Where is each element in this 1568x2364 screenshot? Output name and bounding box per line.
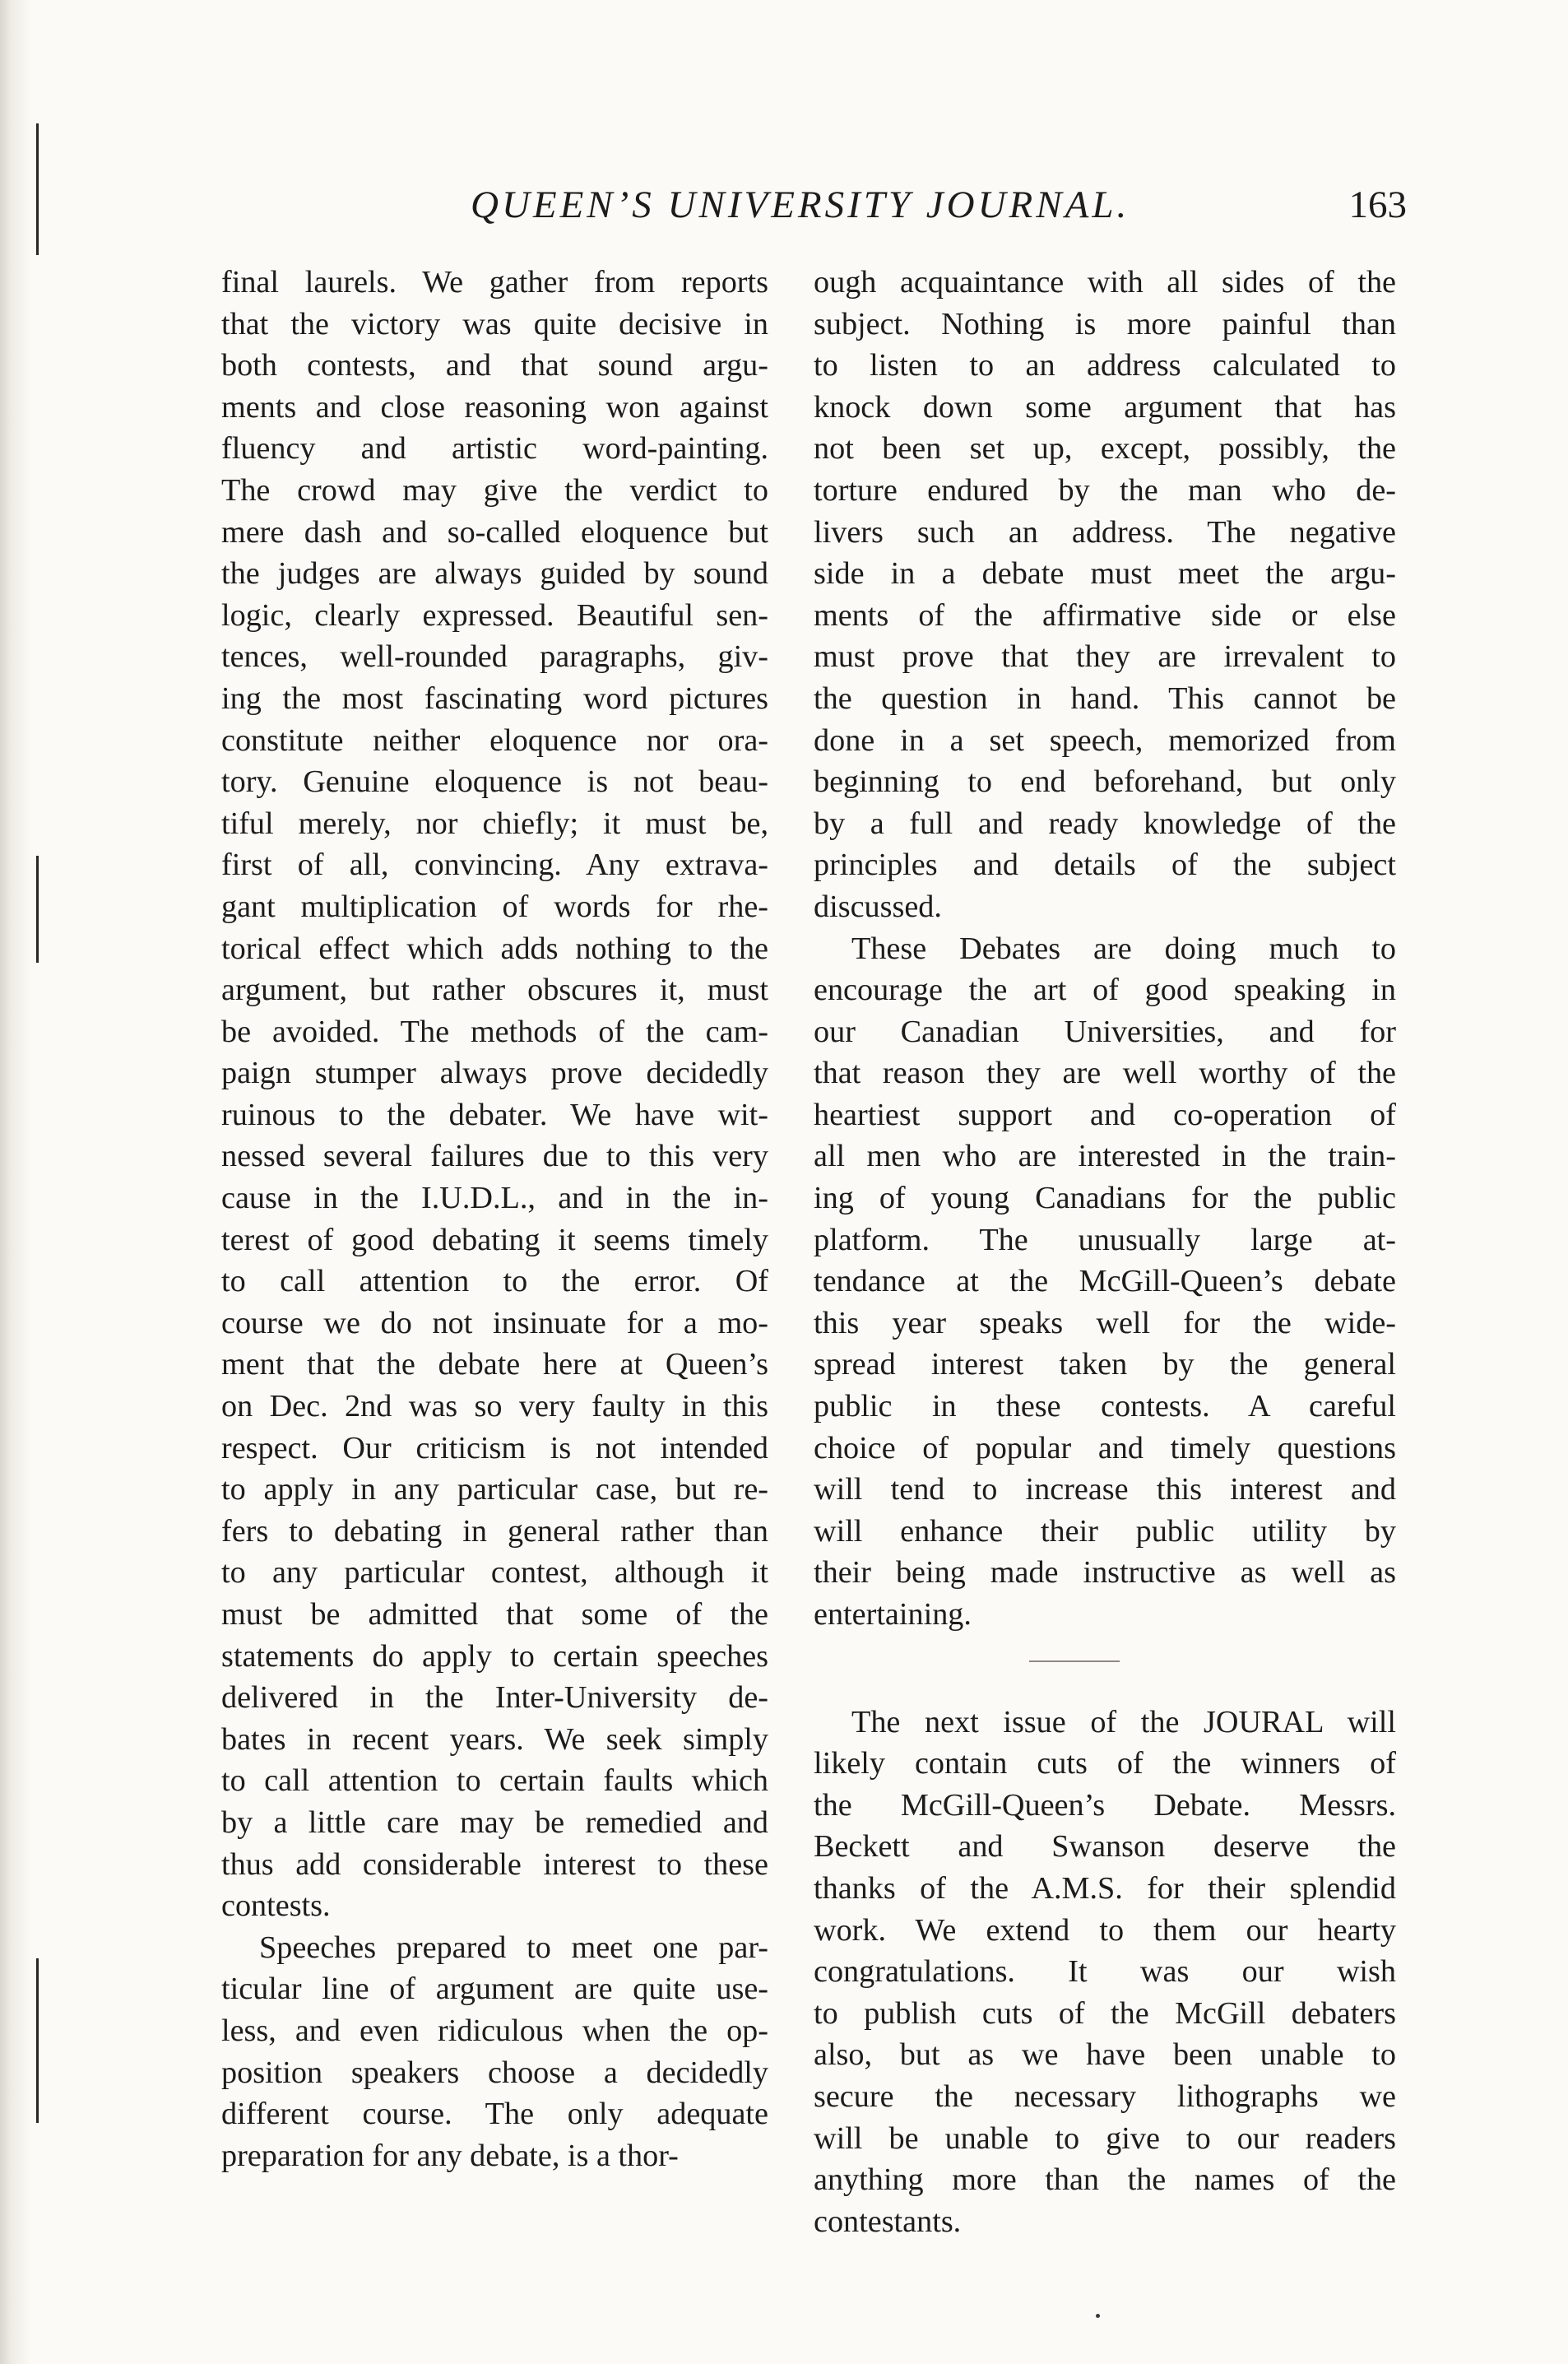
text-line: by a full and ready knowledge of the — [814, 806, 1396, 841]
text-line: to call attention to the error. Of — [221, 1264, 768, 1299]
scan-shadow-edge — [0, 0, 31, 2364]
text-line: done in a set speech, memorized from — [814, 722, 1396, 758]
text-line: must prove that they are irrevalent to — [814, 639, 1396, 675]
text-line: ments of the affirmative side or else — [814, 597, 1396, 633]
paragraph — [814, 1702, 1396, 2243]
text-line: thanks of the A.M.S. for their splendid — [814, 1870, 1396, 1906]
text-line: will enhance their public utility by — [814, 1513, 1396, 1549]
text-line: to any particular contest, although it — [221, 1555, 768, 1591]
text-line: position speakers choose a decidedly — [221, 2055, 768, 2090]
text-line: that the victory was quite decisive in — [221, 306, 768, 341]
text-line: ment that the debate here at Queen’s — [221, 1347, 768, 1382]
text-line: argument, but rather obscures it, must — [221, 973, 768, 1008]
text-line: bates in recent years. We seek simply — [221, 1721, 768, 1757]
text-line: tendance at the McGill-Queen’s debate — [814, 1264, 1396, 1299]
text-line: the McGill-Queen’s Debate. Messrs. — [814, 1787, 1396, 1823]
text-line: tory. Genuine eloquence is not beau- — [221, 764, 768, 800]
text-line: to apply in any particular case, but re- — [221, 1472, 768, 1507]
stray-ink-dot — [1096, 2314, 1100, 2318]
paragraph — [814, 928, 1396, 1636]
text-line: that reason they are well worthy of the — [814, 1056, 1396, 1091]
text-line: side in a debate must meet the argu- — [814, 556, 1396, 592]
text-line: must be admitted that some of the — [221, 1597, 768, 1632]
left-column — [221, 262, 768, 2176]
text-line: also, but as we have been unable to — [814, 2037, 1396, 2073]
text-line: the judges are always guided by sound — [221, 556, 768, 592]
text-line: thus add considerable interest to these — [221, 1846, 768, 1882]
text-line: both contests, and that sound argu- — [221, 348, 768, 383]
text-line: public in these contests. A careful — [814, 1389, 1396, 1424]
text-line: by a little care may be remedied and — [221, 1804, 768, 1840]
paragraph — [814, 262, 1396, 928]
text-line: less, and even ridiculous when the op- — [221, 2013, 768, 2048]
text-line: different course. The only adequate — [221, 2097, 768, 2132]
page-number: 163 — [1348, 183, 1407, 226]
text-line: to call attention to certain faults which — [221, 1763, 768, 1799]
page-header — [214, 183, 1407, 240]
text-line: mere dash and so-called eloquence but — [221, 514, 768, 550]
scan-mark-upper — [36, 123, 39, 255]
text-line: to publish cuts of the McGill debaters — [814, 1995, 1396, 2031]
text-line: paign stumper always prove decidedly — [221, 1056, 768, 1091]
text-line: contests. — [221, 1888, 331, 1924]
text-line: ruinous to the debater. We have wit- — [221, 1097, 768, 1132]
text-line: subject. Nothing is more painful than — [814, 306, 1396, 341]
text-line: knock down some argument that has — [814, 389, 1396, 425]
text-line: likely contain cuts of the winners of — [814, 1746, 1396, 1781]
text-line: the question in hand. This cannot be — [814, 680, 1396, 716]
text-line: gant multiplication of words for rhe- — [221, 889, 768, 924]
text-line: fers to debating in general rather than — [221, 1513, 768, 1549]
text-line: beginning to end beforehand, but only — [814, 764, 1396, 800]
text-line: constitute neither eloquence nor ora- — [221, 722, 768, 758]
text-line: delivered in the Inter-University de- — [221, 1680, 768, 1716]
text-line: ments and close reasoning won against — [221, 389, 768, 425]
text-line: congratulations. It was our wish — [814, 1954, 1396, 1990]
text-line: platform. The unusually large at- — [814, 1222, 1396, 1257]
text-line: livers such an address. The negative — [814, 514, 1396, 550]
text-line: anything more than the names of the — [814, 2162, 1396, 2198]
journal-title: QUEEN’S UNIVERSITY JOURNAL. — [471, 183, 1130, 226]
right-column — [814, 262, 1396, 2242]
text-line: These Debates are doing much to — [851, 931, 1396, 966]
text-line: spread interest taken by the general — [814, 1347, 1396, 1382]
text-line: torical effect which adds nothing to the — [221, 931, 768, 966]
paragraph — [221, 1927, 768, 2177]
text-line: statements do apply to certain speeches — [221, 1638, 768, 1674]
text-line: encourage the art of good speaking in — [814, 973, 1396, 1008]
text-line: logic, clearly expressed. Beautiful sen- — [221, 597, 768, 633]
text-line: first of all, convincing. Any extrava- — [221, 848, 768, 883]
text-line: entertaining. — [814, 1597, 972, 1632]
text-line: on Dec. 2nd was so very faulty in this — [221, 1389, 768, 1424]
text-line: terest of good debating it seems timely — [221, 1222, 768, 1257]
text-line: final laurels. We gather from reports — [221, 265, 768, 300]
text-line: preparation for any debate, is a thor- — [221, 2138, 679, 2173]
text-line: torture endured by the man who de- — [814, 472, 1396, 508]
text-line: nessed several failures due to this very — [221, 1139, 768, 1174]
paragraph — [221, 262, 768, 1927]
text-line: The next issue of the JOURAL will — [851, 1704, 1396, 1739]
section-divider — [1029, 1660, 1120, 1662]
text-line: ough acquaintance with all sides of the — [814, 265, 1396, 300]
text-line: choice of popular and timely questions — [814, 1430, 1396, 1465]
text-line: discussed. — [814, 889, 942, 924]
text-line: this year speaks well for the wide- — [814, 1305, 1396, 1340]
text-line: secure the necessary lithographs we — [814, 2078, 1396, 2114]
text-line: will tend to increase this interest and — [814, 1472, 1396, 1507]
text-line: cause in the I.U.D.L., and in the in- — [221, 1181, 768, 1216]
text-line: all men who are interested in the train- — [814, 1139, 1396, 1174]
text-line: contestants. — [814, 2204, 962, 2239]
text-line: not been set up, except, possibly, the — [814, 431, 1396, 467]
text-line: ing of young Canadians for the public — [814, 1181, 1396, 1216]
text-line: heartiest support and co-operation of — [814, 1097, 1396, 1132]
text-line: The crowd may give the verdict to — [221, 472, 768, 508]
text-line: tiful merely, nor chiefly; it must be, — [221, 806, 768, 841]
text-line: work. We extend to them our hearty — [814, 1912, 1396, 1948]
text-line: their being made instructive as well as — [814, 1555, 1396, 1591]
text-line: fluency and artistic word-painting. — [221, 431, 768, 467]
text-line: respect. Our criticism is not intended — [221, 1430, 768, 1465]
text-line: ing the most fascinating word pictures — [221, 680, 768, 716]
text-line: will be unable to give to our readers — [814, 2120, 1396, 2156]
text-line: Beckett and Swanson deserve the — [814, 1829, 1396, 1865]
scan-mark-lower — [36, 1958, 39, 2123]
text-line: Speeches prepared to meet one par- — [259, 1930, 768, 1965]
text-line: to listen to an address calculated to — [814, 348, 1396, 383]
text-line: our Canadian Universities, and for — [814, 1014, 1396, 1049]
text-line: ticular line of argument are quite use- — [221, 1972, 768, 2007]
scan-mark-middle — [36, 856, 39, 963]
text-line: tences, well-rounded paragraphs, giv- — [221, 639, 768, 675]
text-line: be avoided. The methods of the cam- — [221, 1014, 768, 1049]
text-line: course we do not insinuate for a mo- — [221, 1305, 768, 1340]
text-line: principles and details of the subject — [814, 848, 1396, 883]
